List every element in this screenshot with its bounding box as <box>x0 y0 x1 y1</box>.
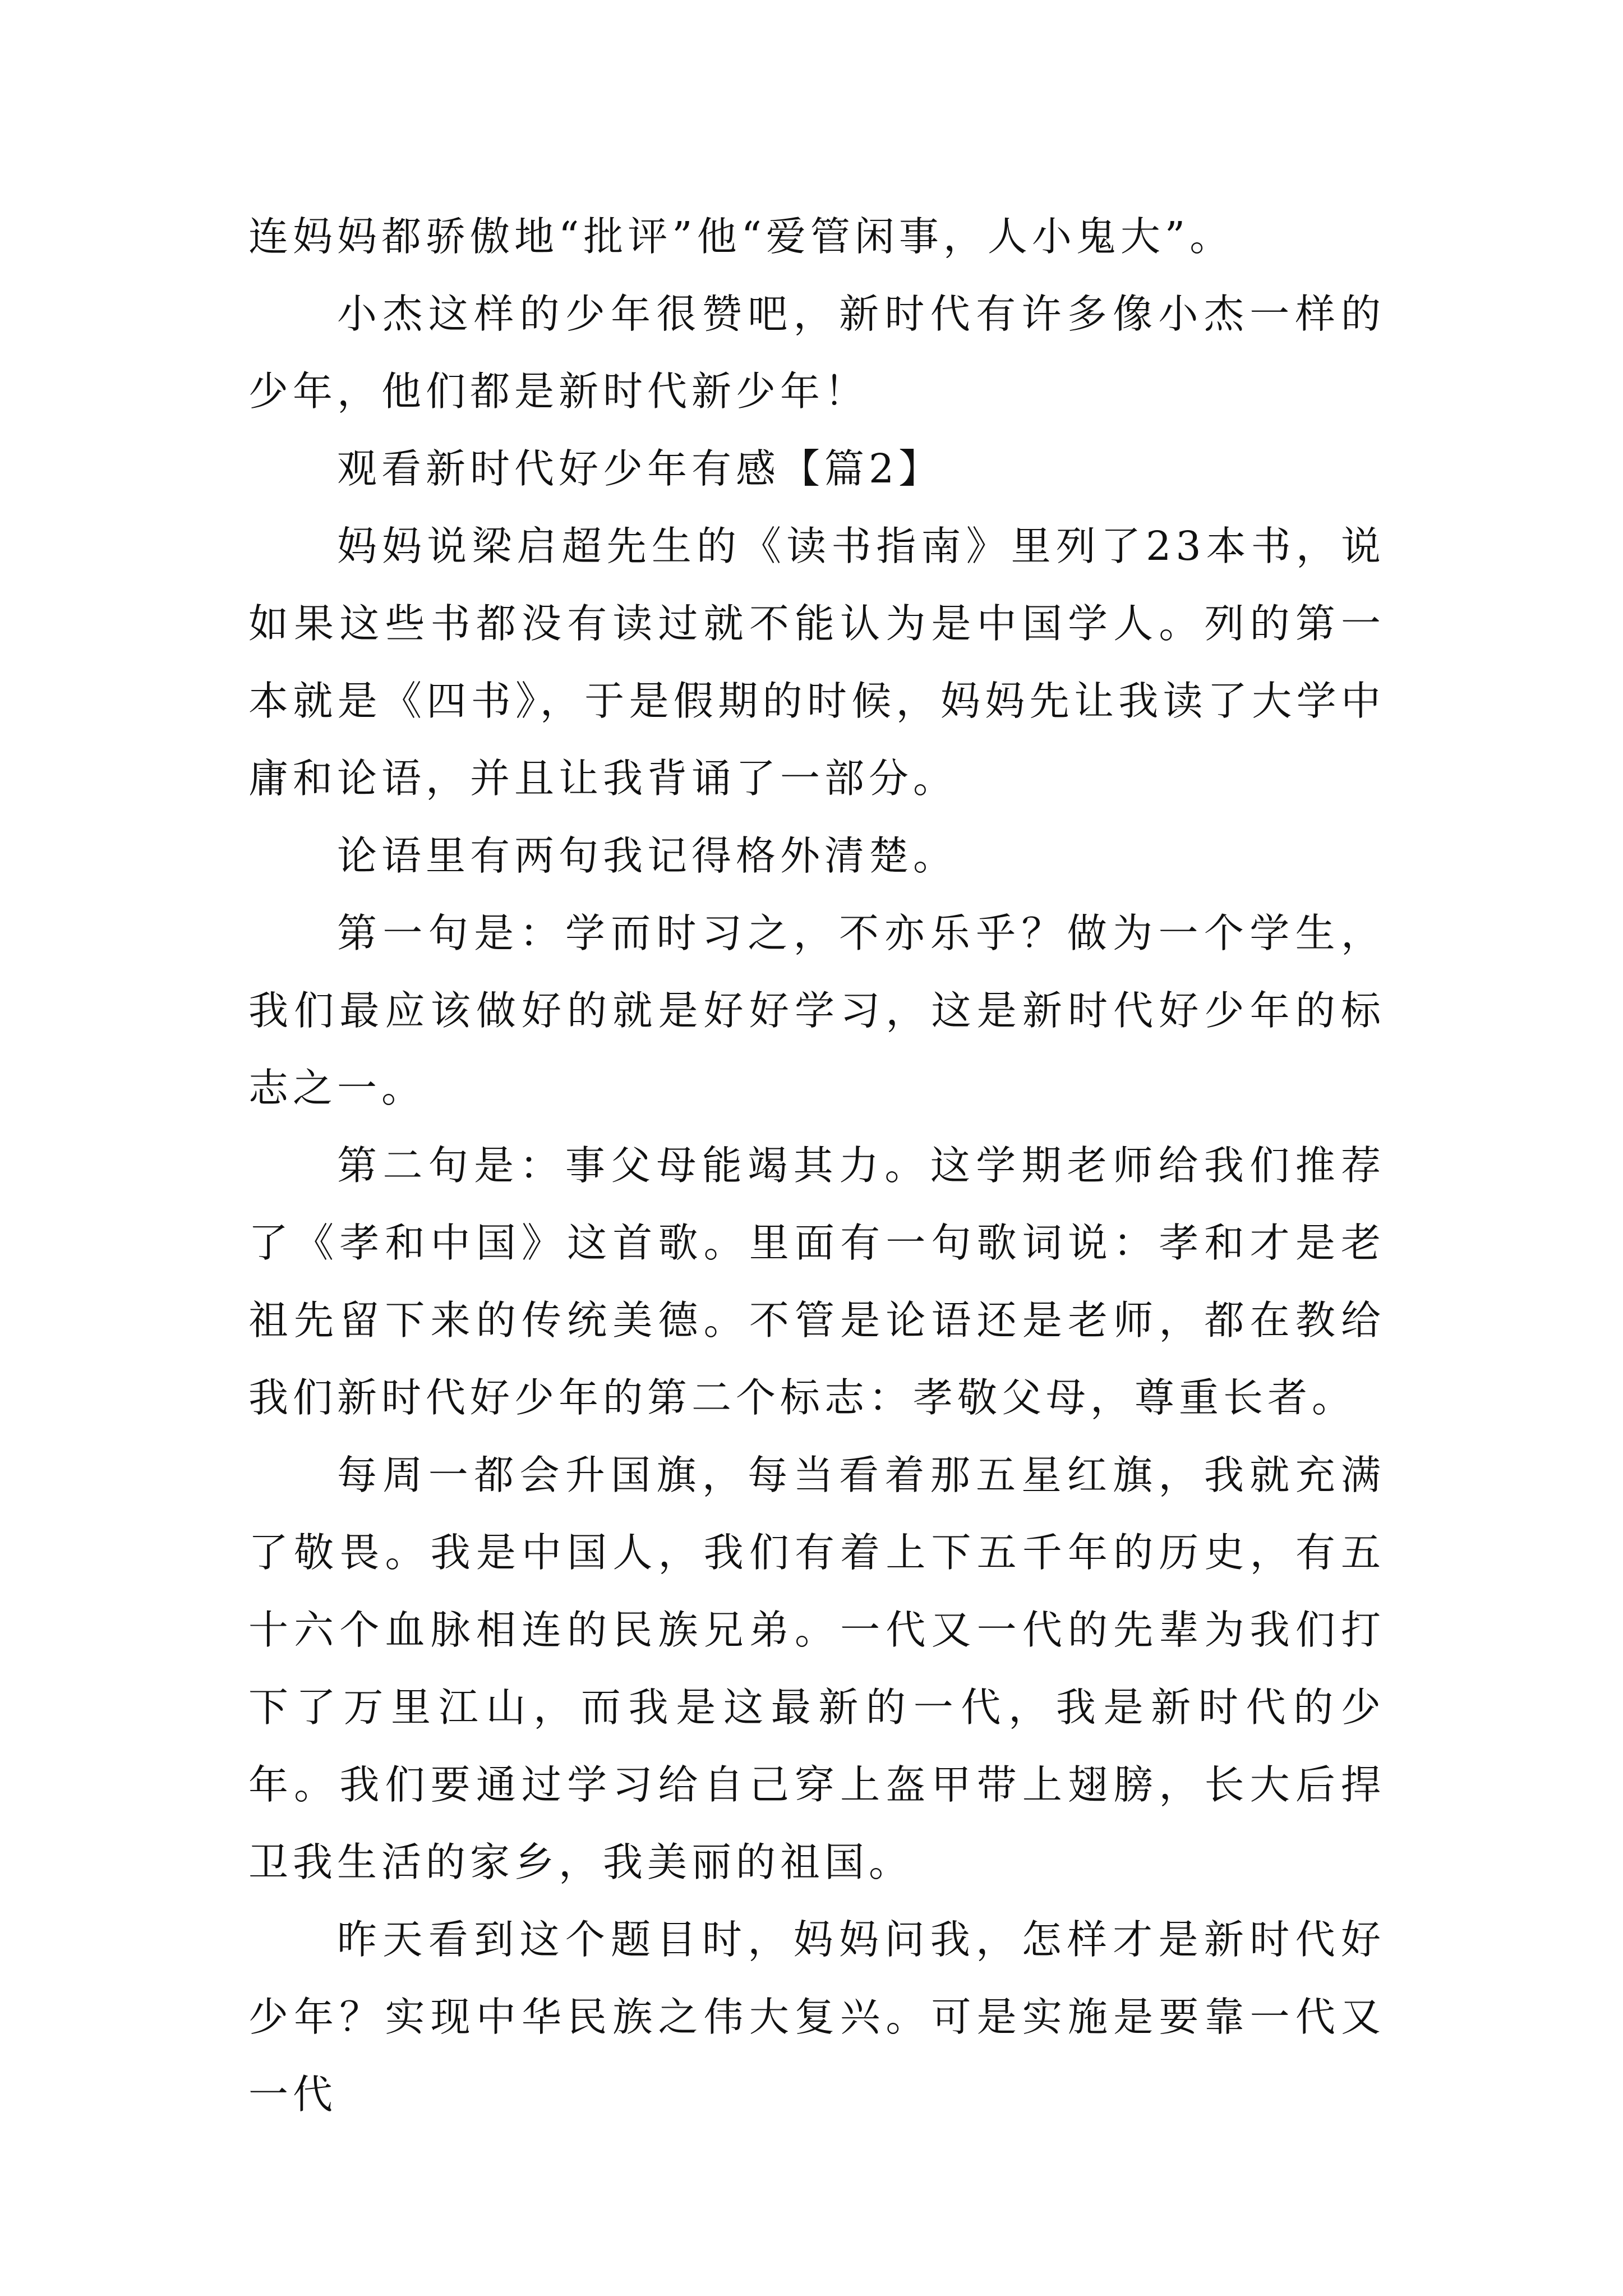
paragraph: 连妈妈都骄傲地“批评”他“爱管闲事，人小鬼大”。 <box>248 213 1234 260</box>
paragraph: 小杰这样的少年很赞吧，新时代有许多像小杰一样的少年，他们都是新时代新少年！ <box>248 291 1385 415</box>
paragraph: 第二句是：事父母能竭其力。这学期老师给我们推荐了《孝和中国》这首歌。里面有一句歌词说：孝和才是老祖先留下来的传统美德。不管是论语还是老师，都在教给我们新时代好少年的第二个标志：孝敬父母，尊重长者。 <box>248 1142 1385 1421</box>
paragraph: 论语里有两句我记得格外清楚。 <box>337 832 958 879</box>
paragraph: 妈妈说梁启超先生的《读书指南》里列了23本书，说如果这些书都没有读过就不能认为是中国学人。列的第一本就是《四书》，于是假期的时候，妈妈先让我读了大学中庸和论语，并且让我背诵了一部分。 <box>248 523 1385 802</box>
paragraph: 每周一都会升国旗，每当看着那五星红旗，我就充满了敬畏。我是中国人，我们有着上下五千年的历史，有五十六个血脉相连的民族兄弟。一代又一代的先辈为我们打下了万里江山，而我是这最新的一代，我是新时代的少年。我们要通过学习给自己穿上盔甲带上翅膀，长大后捍卫我生活的家乡，我美丽的祖国。 <box>248 1452 1385 1885</box>
paragraph: 昨天看到这个题目时，妈妈问我，怎样才是新时代好少年？实现中华民族之伟大复兴。可是实施是要靠一代又一代 <box>248 1916 1385 2118</box>
section-heading: 观看新时代好少年有感【篇2】 <box>337 445 943 492</box>
paragraph: 第一句是：学而时习之，不亦乐乎？做为一个学生，我们最应该做好的就是好好学习，这是新时代好少年的标志之一。 <box>248 910 1385 1111</box>
document-body <box>248 198 1385 2133</box>
